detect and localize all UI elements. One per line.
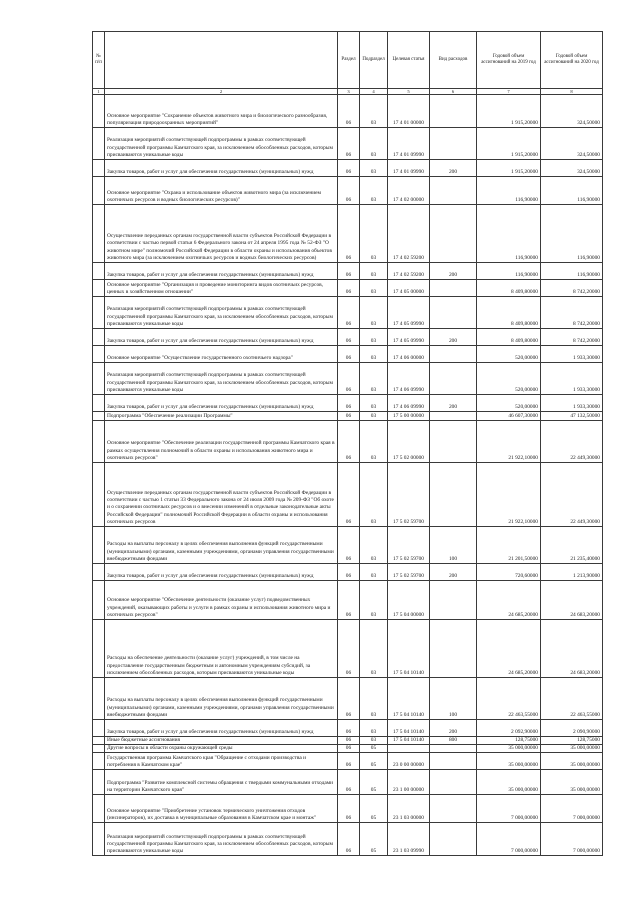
row-amount-2020: 22 463,55000 [541,678,603,720]
row-podrazdel: 03 [360,527,388,564]
row-target-article: 17 4 06 09990 [388,395,430,412]
table-row [93,329,603,346]
row-razdel: 06 [338,346,360,363]
row-podrazdel: 03 [360,678,388,720]
row-expense-type [430,463,477,527]
row-amount-2020: 24 683,20000 [541,620,603,678]
header-razdel: Раздел [338,32,360,89]
row-name: Другие вопросы в области охраны окружающей среды [105,745,338,753]
row-podrazdel: 05 [360,795,388,823]
header-target-article: Целевая статья [388,32,430,89]
row-expense-type [430,620,477,678]
row-number [93,737,105,745]
colnum: 8 [541,89,603,95]
row-name: Реализация мероприятий соответствующей подпрограммы в рамках соответствующей государственной программы Камчатского края, за исключением обособленных расходов, которым присваиваются уникальные коды [105,363,338,395]
row-razdel: 06 [338,770,360,795]
row-target-article: 17 5 02 59700 [388,463,430,527]
row-amount-2019: 1 915,20000 [477,128,541,160]
row-amount-2019: 8 409,80000 [477,329,541,346]
row-amount-2019: 116,90000 [477,177,541,205]
row-amount-2019: 35 000,00000 [477,770,541,795]
row-podrazdel: 03 [360,329,388,346]
row-razdel: 06 [338,412,360,421]
row-name: Закупка товаров, работ и услуг для обеспечения государственных (муниципальных) нужд [105,263,338,280]
row-name: Расходы на выплаты персоналу в целях обеспечения выполнения функций государственными (муниципальными) органами, казенными учреждениями, органами управления государственными внебюджетными фондами [105,678,338,720]
table-row [93,795,603,823]
row-target-article [388,745,430,753]
row-expense-type [430,205,477,263]
row-name: Иные бюджетные ассигнования [105,737,338,745]
row-podrazdel: 03 [360,620,388,678]
row-podrazdel: 05 [360,770,388,795]
row-expense-type: 200 [430,720,477,737]
row-expense-type [430,753,477,770]
row-amount-2020: 324,50000 [541,160,603,177]
row-name: Основное мероприятие "Обеспечение деятельности (оказание услуг) подведомственных учреждений, оказывающих работы и услуги в рамках охраны и использования животного мира и охотничьих ресурсов" [105,581,338,620]
row-number [93,346,105,363]
table-row [93,421,603,463]
table-row [93,770,603,795]
row-amount-2020: 8 742,20000 [541,280,603,297]
row-number [93,177,105,205]
row-podrazdel: 03 [360,463,388,527]
row-name: Основное мероприятие "Обеспечение реализации государственной программы Камчатского края в рамках осуществления полномочий в области охраны и использования животного мира и охотничьих ресурсов" [105,421,338,463]
row-name: Основное мероприятие "Охрана и использование объектов животного мира (за исключением охотничьих ресурсов и водных биологических ресурсов)" [105,177,338,205]
row-target-article: 17 4 05 09990 [388,297,430,329]
row-amount-2020: 116,90000 [541,177,603,205]
row-razdel: 06 [338,363,360,395]
row-name: Государственная программа Камчатского края "Обращение с отходами производства и потребления в Камчатском крае" [105,753,338,770]
row-amount-2020: 324,50000 [541,128,603,160]
row-amount-2019: 35 000,00000 [477,745,541,753]
row-target-article: 17 4 05 09990 [388,329,430,346]
row-number [93,527,105,564]
row-name: Реализация мероприятий соответствующей подпрограммы в рамках соответствующей государственной программы Камчатского края, за исключением обособленных расходов, которым присваиваются уникальные коды [105,297,338,329]
row-expense-type [430,421,477,463]
row-number [93,745,105,753]
row-amount-2020: 7 000,00000 [541,795,603,823]
header-expense-type: Вид расходов [430,32,477,89]
row-amount-2020: 1 933,30000 [541,363,603,395]
row-name: Реализация мероприятий соответствующей подпрограммы в рамках соответствующей государственной программы Камчатского края, за исключением обособленных расходов, которым присваиваются уникальные коды [105,128,338,160]
row-target-article: 17 5 02 00000 [388,421,430,463]
table-row [93,177,603,205]
row-target-article: 23 1 00 00000 [388,770,430,795]
table-row [93,128,603,160]
row-expense-type: 200 [430,263,477,280]
colnum: 4 [360,89,388,95]
row-expense-type [430,297,477,329]
row-target-article: 23 1 03 00000 [388,795,430,823]
row-podrazdel: 03 [360,280,388,297]
row-expense-type: 100 [430,527,477,564]
row-number [93,412,105,421]
row-amount-2020: 21 235,40000 [541,527,603,564]
row-target-article: 17 5 04 10140 [388,620,430,678]
table-row [93,363,603,395]
row-target-article: 17 5 04 00000 [388,581,430,620]
row-amount-2019: 21 201,50000 [477,527,541,564]
row-razdel: 06 [338,421,360,463]
row-razdel: 06 [338,581,360,620]
table-row [93,160,603,177]
row-target-article: 23 0 00 00000 [388,753,430,770]
row-razdel: 06 [338,280,360,297]
row-razdel: 06 [338,95,360,128]
row-razdel: 06 [338,527,360,564]
header-name [105,32,338,89]
row-amount-2020: 7 000,00000 [541,823,603,856]
table-row [93,205,603,263]
row-amount-2020: 324,50000 [541,95,603,128]
row-amount-2020: 116,90000 [541,205,603,263]
row-amount-2020: 128,75000 [541,737,603,745]
row-razdel: 06 [338,620,360,678]
table-row [93,412,603,421]
row-podrazdel: 03 [360,581,388,620]
row-name: Основное мероприятие "Сохранение объектов животного мира и биологического разнообразия, популяризация природоохранных мероприятий" [105,95,338,128]
row-expense-type [430,770,477,795]
row-amount-2019: 520,00000 [477,346,541,363]
row-name: Подпрограмма "Развитие комплексной системы обращения с твердыми коммунальными отходами на территории Камчатского края" [105,770,338,795]
colnum: 1 [93,89,105,95]
row-number [93,95,105,128]
table-row [93,581,603,620]
table-row [93,527,603,564]
row-target-article: 17 4 02 00000 [388,177,430,205]
row-podrazdel: 03 [360,177,388,205]
row-podrazdel: 03 [360,720,388,737]
row-target-article: 17 5 04 10140 [388,737,430,745]
row-name: Закупка товаров, работ и услуг для обеспечения государственных (муниципальных) нужд [105,160,338,177]
row-amount-2019: 24 685,20000 [477,581,541,620]
row-expense-type: 200 [430,564,477,581]
row-podrazdel: 03 [360,263,388,280]
colnum: 3 [338,89,360,95]
row-expense-type [430,280,477,297]
row-expense-type: 200 [430,160,477,177]
row-amount-2019: 2 092,90000 [477,720,541,737]
row-podrazdel: 03 [360,205,388,263]
row-podrazdel: 05 [360,753,388,770]
table-row [93,564,603,581]
row-podrazdel: 05 [360,745,388,753]
row-target-article: 17 4 02 59200 [388,263,430,280]
header-year-2019: Годовой объем ассигнований на 2019 год [477,32,541,89]
row-amount-2020: 22 449,30000 [541,463,603,527]
row-podrazdel: 03 [360,160,388,177]
table-body [93,95,603,856]
row-amount-2020: 1 933,30000 [541,395,603,412]
row-number [93,329,105,346]
row-target-article: 17 5 04 10140 [388,678,430,720]
row-expense-type [430,95,477,128]
row-expense-type: 200 [430,395,477,412]
row-razdel: 06 [338,745,360,753]
row-podrazdel: 03 [360,95,388,128]
colnum: 6 [430,89,477,95]
row-name: Осуществление переданных органам государственной власти субъектов Российской Федерации в соответствии с частью 1 статьи 33 Федерального закона от 24 июля 2009 года № 209-ФЗ "Об охоте и о сохранении охотничьих ресурсов и о внесении изменений в отдельные законодательные акты Российской Федерации" полномочий Российской Федерации в области охраны и использования охотничьих ресурсов [105,463,338,527]
row-number [93,720,105,737]
row-amount-2019: 116,90000 [477,263,541,280]
row-amount-2019: 116,90000 [477,205,541,263]
row-expense-type [430,795,477,823]
row-amount-2020: 35 000,00000 [541,770,603,795]
row-amount-2019: 7 000,00000 [477,795,541,823]
row-razdel: 06 [338,795,360,823]
row-podrazdel: 03 [360,128,388,160]
row-number [93,564,105,581]
row-number [93,160,105,177]
row-podrazdel: 03 [360,564,388,581]
row-name: Расходы на выплаты персоналу в целях обеспечения выполнения функций государственными (муниципальными) органами, казенными учреждениями, органами управления государственными внебюджетными фондами [105,527,338,564]
row-razdel: 06 [338,205,360,263]
row-amount-2019: 8 409,80000 [477,297,541,329]
table-row [93,823,603,856]
row-amount-2019: 21 922,10000 [477,421,541,463]
row-expense-type [430,412,477,421]
row-amount-2020: 2 090,90000 [541,720,603,737]
row-razdel: 06 [338,128,360,160]
table-header-row [93,32,603,89]
row-podrazdel: 03 [360,346,388,363]
row-name: Закупка товаров, работ и услуг для обеспечения государственных (муниципальных) нужд [105,329,338,346]
row-expense-type [430,177,477,205]
table-row [93,678,603,720]
row-razdel: 06 [338,297,360,329]
row-expense-type [430,581,477,620]
row-razdel: 06 [338,177,360,205]
row-amount-2020: 22 449,30000 [541,421,603,463]
table-row [93,745,603,753]
row-podrazdel: 03 [360,297,388,329]
row-podrazdel: 03 [360,737,388,745]
table-row [93,395,603,412]
row-target-article: 17 4 02 59200 [388,205,430,263]
row-amount-2019: 7 000,00000 [477,823,541,856]
row-expense-type [430,363,477,395]
row-name: Расходы на обеспечение деятельности (оказание услуг) учреждений, в том числе на предоставление государственным бюджетным и автономным учреждениям субсидий, за исключением обособленных расходов, которым присваиваются уникальные коды [105,620,338,678]
row-name: Реализация мероприятий соответствующей подпрограммы в рамках соответствующей государственной программы Камчатского края, за исключением обособленных расходов, которым присваиваются уникальные коды [105,823,338,856]
row-number [93,297,105,329]
row-amount-2020: 1 213,90000 [541,564,603,581]
row-razdel: 06 [338,160,360,177]
row-amount-2019: 128,75000 [477,737,541,745]
row-name: Основное мероприятие "Организация и проведение мониторинга видов охотничьих ресурсов, ценных в хозяйственном отношении" [105,280,338,297]
colnum: 2 [105,89,338,95]
row-amount-2019: 1 915,20000 [477,160,541,177]
table-row [93,95,603,128]
row-number [93,823,105,856]
row-target-article: 17 4 01 09990 [388,160,430,177]
table-row [93,753,603,770]
row-amount-2020: 35 000,00000 [541,745,603,753]
row-number [93,128,105,160]
row-amount-2020: 8 742,20000 [541,297,603,329]
row-number [93,795,105,823]
row-podrazdel: 03 [360,395,388,412]
budget-table [92,31,603,856]
table-row [93,263,603,280]
row-amount-2019: 22 463,55000 [477,678,541,720]
row-amount-2020: 35 000,00000 [541,753,603,770]
row-podrazdel: 03 [360,363,388,395]
row-number [93,581,105,620]
row-target-article: 17 4 01 00000 [388,95,430,128]
row-target-article: 17 5 04 10140 [388,720,430,737]
row-expense-type: 800 [430,737,477,745]
row-target-article: 17 4 06 00000 [388,346,430,363]
row-expense-type: 200 [430,329,477,346]
row-amount-2020: 8 742,20000 [541,329,603,346]
row-name: Основное мероприятие "Приобретение установок термического уничтожения отходов (инсинераторов), их доставка в муниципальные образования в Камчатском крае и монтаж" [105,795,338,823]
row-amount-2020: 24 683,20000 [541,581,603,620]
header-num: № п/п [93,32,105,89]
row-number [93,421,105,463]
row-razdel: 06 [338,737,360,745]
header-podrazdel: Подраздел [360,32,388,89]
row-amount-2019: 21 922,10000 [477,463,541,527]
row-number [93,263,105,280]
row-razdel: 06 [338,720,360,737]
row-razdel: 06 [338,564,360,581]
row-number [93,753,105,770]
table-row [93,620,603,678]
row-podrazdel: 03 [360,412,388,421]
row-amount-2019: 520,00000 [477,363,541,395]
table-row [93,346,603,363]
row-number [93,280,105,297]
row-name: Закупка товаров, работ и услуг для обеспечения государственных (муниципальных) нужд [105,720,338,737]
row-name: Осуществление переданных органам государственной власти субъектов Российской Федерации в соответствии с частью первой статьи 6 Федерального закона от 24 апреля 1995 года № 52-ФЗ "О животном мире" полномочий Российской Федерации в области охраны и использования объектов животного мира (за исключением охотничьих ресурсов и водных биологических ресурсов) [105,205,338,263]
row-expense-type [430,128,477,160]
row-amount-2019: 24 685,20000 [477,620,541,678]
row-number [93,205,105,263]
row-amount-2020: 1 933,30000 [541,346,603,363]
row-number [93,620,105,678]
row-expense-type [430,823,477,856]
row-amount-2019: 1 915,20000 [477,95,541,128]
row-name: Подпрограмма "Обеспечение реализации Программы" [105,412,338,421]
row-target-article: 17 5 02 59700 [388,527,430,564]
colnum: 5 [388,89,430,95]
row-target-article: 17 5 02 59700 [388,564,430,581]
table-row [93,297,603,329]
row-podrazdel: 05 [360,823,388,856]
row-target-article: 23 1 03 09990 [388,823,430,856]
row-razdel: 06 [338,678,360,720]
row-name: Основное мероприятие "Осуществление государственного охотничьего надзора" [105,346,338,363]
row-amount-2020: 116,90000 [541,263,603,280]
table-row [93,720,603,737]
row-target-article: 17 5 00 00000 [388,412,430,421]
table-row [93,463,603,527]
row-number [93,395,105,412]
row-expense-type: 100 [430,678,477,720]
row-expense-type [430,745,477,753]
row-number [93,363,105,395]
table-row [93,737,603,745]
row-amount-2019: 8 409,80000 [477,280,541,297]
row-amount-2019: 46 607,30000 [477,412,541,421]
row-razdel: 06 [338,263,360,280]
row-number [93,678,105,720]
row-expense-type [430,346,477,363]
row-amount-2020: 47 132,50000 [541,412,603,421]
row-razdel: 06 [338,463,360,527]
row-amount-2019: 720,60000 [477,564,541,581]
row-target-article: 17 4 01 09990 [388,128,430,160]
row-number [93,463,105,527]
row-name: Закупка товаров, работ и услуг для обеспечения государственных (муниципальных) нужд [105,564,338,581]
colnum: 7 [477,89,541,95]
row-podrazdel: 03 [360,421,388,463]
table-row [93,280,603,297]
row-razdel: 06 [338,753,360,770]
row-amount-2019: 35 000,00000 [477,753,541,770]
row-amount-2019: 520,00000 [477,395,541,412]
row-name: Закупка товаров, работ и услуг для обеспечения государственных (муниципальных) нужд [105,395,338,412]
row-razdel: 06 [338,395,360,412]
row-razdel: 06 [338,823,360,856]
row-target-article: 17 4 05 00000 [388,280,430,297]
row-target-article: 17 4 06 09990 [388,363,430,395]
row-razdel: 06 [338,329,360,346]
header-year-2020: Годовой объем ассигнований на 2020 год [541,32,603,89]
row-number [93,770,105,795]
